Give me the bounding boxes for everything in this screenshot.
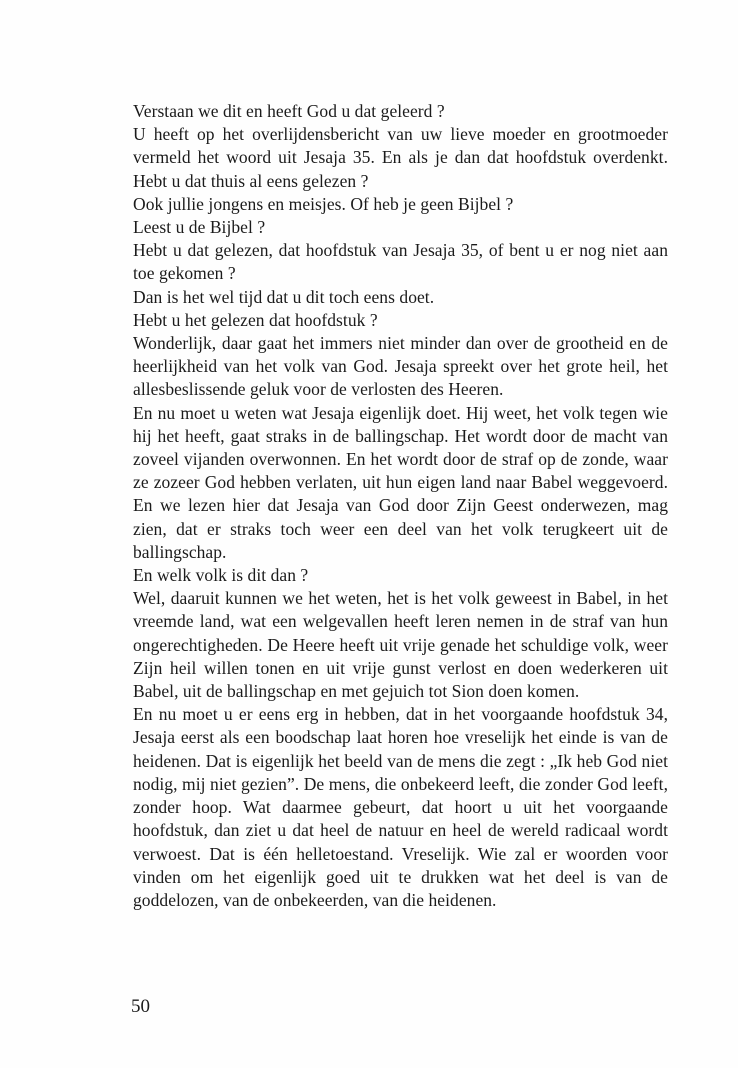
paragraph-12: En nu moet u er eens erg in hebben, dat in het voorgaande hoofdstuk 34, Jesaja eerst als een boodschap laat horen hoe vreselijk het einde is van de heidenen. Dat is eigenlijk het beeld van de mens die zegt : „Ik heb God niet nodig, mij niet gezien”. De mens, die onbekeerd leeft, die zonder God leeft, zonder hoop. Wat daarmee gebeurt, dat hoort u uit het voorgaande hoofdstuk, dan ziet u dat heel de natuur en heel de wereld radicaal wordt verwoest. Dat is één helletoestand. Vreselijk. Wie zal er woorden voor vinden om het eigenlijk goed uit te drukken wat het deel is van de goddelozen, van de onbekeerden, van die heidenen. [133,704,668,910]
paragraph-9: En nu moet u weten wat Jesaja eigenlijk doet. Hij weet, het volk tegen wie hij het heeft, gaat straks in de ballingschap. Het wordt door de macht van zoveel vijanden overwonnen. En het wordt door de straf op de zonde, waar ze zozeer God hebben verlaten, uit hun eigen land naar Babel weggevoerd. En we lezen hier dat Jesaja van God door Zijn Geest onderwezen, mag zien, dat er straks toch weer een deel van het volk terugkeert uit de ballingschap. [133,402,668,562]
paragraph-2: U heeft op het overlijdensbericht van uw lieve moeder en grootmoeder vermeld het woord uit Jesaja 35. En als je dan dat hoofdstuk overdenkt. Hebt u dat thuis al eens gelezen ? [133,124,668,191]
body-text [133,100,668,912]
paragraph-8: Wonderlijk, daar gaat het immers niet minder dan over de grootheid en de heerlijkheid van het volk van God. Jesaja spreekt over het grote heil, het allesbeslissende geluk voor de verlosten des Heeren. [133,333,668,400]
paragraph-1: Verstaan we dit en heeft God u dat geleerd ? [133,101,445,121]
paragraph-3: Ook jullie jongens en meisjes. Of heb je geen Bijbel ? [133,193,514,214]
page-number: 50 [131,996,150,1017]
paragraph-4: Leest u de Bijbel ? [133,217,266,238]
paragraph-6: Dan is het wel tijd dat u dit toch eens doet. [133,286,435,307]
paragraph-11: Wel, daaruit kunnen we het weten, het is het volk geweest in Babel, in het vreemde land, wat een welgevallen heeft leren nemen in de straf van hun ongerechtigheden. De Heere heeft uit vrije genade het schuldige volk, weer Zijn heil willen tonen en uit vrije gunst verlost en doen wederkeren uit Babel, uit de ballingschap en met gejuich tot Sion doen komen. [133,588,668,702]
paragraph-10: En welk volk is dit dan ? [133,565,309,586]
paragraph-7: Hebt u het gelezen dat hoofdstuk ? [133,309,378,330]
paragraph-5: Hebt u dat gelezen, dat hoofdstuk van Jesaja 35, of bent u er nog niet aan toe gekomen ? [133,240,668,284]
